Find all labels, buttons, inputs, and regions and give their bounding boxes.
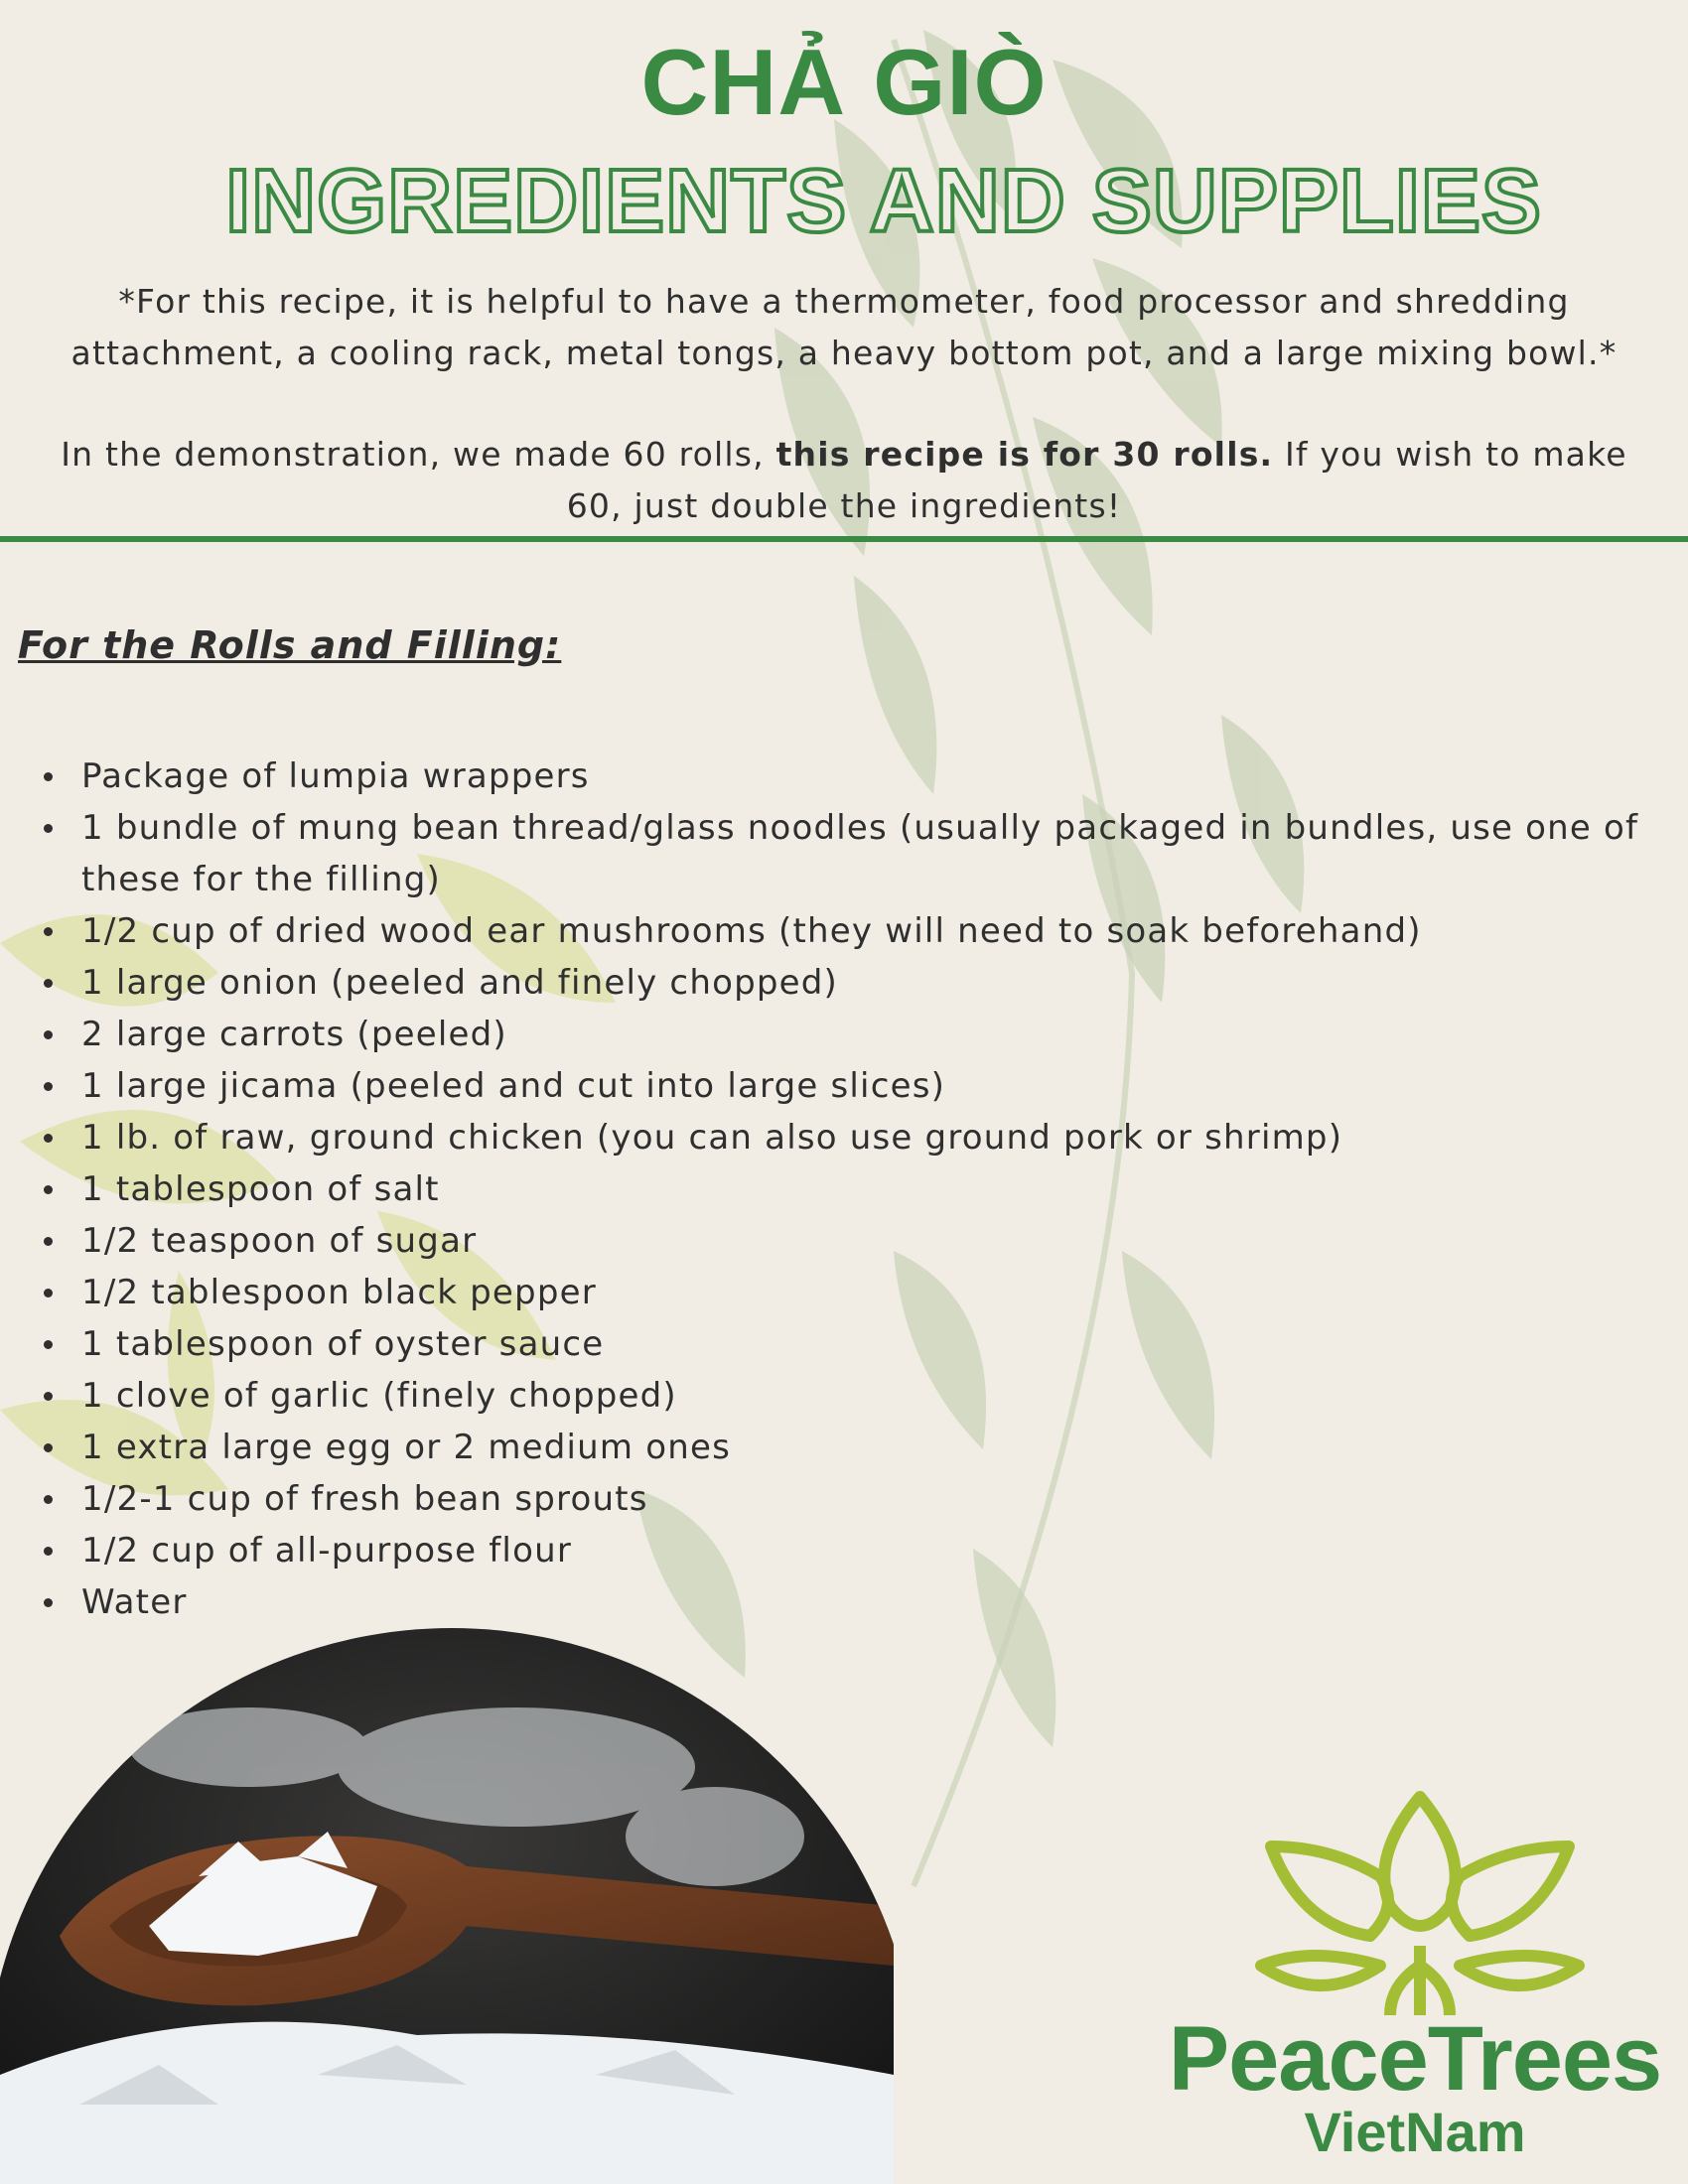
page-subtitle: INGREDIENTS AND SUPPLIES (225, 152, 1542, 251)
servings-note (30, 429, 1658, 532)
ingredient-item: 1/2 teaspoon of sugar (40, 1215, 1658, 1267)
ingredient-item: 1 large jicama (peeled and cut into large slices) (40, 1060, 1658, 1112)
servings-note-emphasis: this recipe is for 30 rolls. (775, 435, 1274, 474)
logo-wordmark: PeaceTrees (1168, 2008, 1662, 2110)
ingredient-item: 1 tablespoon of salt (40, 1163, 1658, 1215)
ingredient-item: 1/2 tablespoon black pepper (40, 1267, 1658, 1318)
supplies-note: *For this recipe, it is helpful to have a thermometer, food processor and shredding attachment, a cooling rack, metal tongs, a heavy bottom pot, and a large mixing bowl.* (70, 282, 1618, 372)
servings-note-end: If you wish to make 60, just double the ingredients! (566, 435, 1627, 525)
ingredient-item: 1 large onion (peeled and finely chopped) (40, 957, 1658, 1009)
ingredient-list (40, 751, 1658, 1628)
ingredient-item: 1/2 cup of dried wood ear mushrooms (they will need to soak beforehand) (40, 905, 1658, 957)
ingredient-item: Package of lumpia wrappers (40, 751, 1658, 802)
logo-subtext: VietNam (1304, 2101, 1526, 2163)
ingredient-item: 1/2 cup of all-purpose flour (40, 1525, 1658, 1576)
ingredient-item: 1 bundle of mung bean thread/glass noodles (usually packaged in bundles, use one of these for the filling) (40, 802, 1658, 905)
ingredient-item: 2 large carrots (peeled) (40, 1009, 1658, 1060)
servings-note-start: In the demonstration, we made 60 rolls, (61, 435, 776, 474)
page-title: CHẢ GIÒ (640, 30, 1048, 134)
section-heading: For the Rolls and Filling: (18, 623, 562, 667)
ingredient-item: 1 lb. of raw, ground chicken (you can also use ground pork or shrimp) (40, 1112, 1658, 1163)
ingredient-item: 1 extra large egg or 2 medium ones (40, 1422, 1658, 1473)
ingredient-item: 1 clove of garlic (finely chopped) (40, 1370, 1658, 1422)
ingredient-item: 1 tablespoon of oyster sauce (40, 1318, 1658, 1370)
ingredient-item: Water (40, 1576, 1658, 1628)
section-divider (0, 536, 1688, 542)
ingredient-item: 1/2-1 cup of fresh bean sprouts (40, 1473, 1658, 1525)
salt-spoon-photo (0, 1608, 894, 2184)
